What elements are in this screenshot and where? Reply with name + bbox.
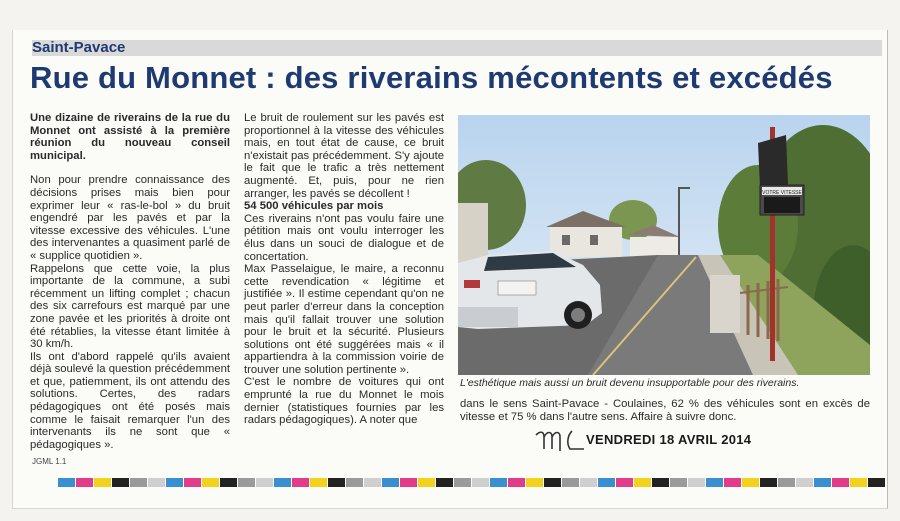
- color-bar-cell: [148, 478, 165, 487]
- color-bar-cell: [562, 478, 579, 487]
- section-kicker: Saint-Pavace: [32, 39, 126, 56]
- color-bar-cell: [76, 478, 93, 487]
- article-headline: Rue du Monnet : des riverains mécontents et excédés: [30, 60, 833, 95]
- color-bar-cell: [292, 478, 309, 487]
- color-bar-cell: [598, 478, 615, 487]
- color-bar-cell: [814, 478, 831, 487]
- color-bar-cell: [670, 478, 687, 487]
- color-bar-cell: [274, 478, 291, 487]
- column1-paragraph: Non pour prendre connaissance des décisions prises mais bien pour exprimer leur « ras-le-bol » du bruit engendré par les pavés et par la vitesse excessive des véhicules. L'une des intervenantes a quasiment parlé de « supplice quotidien ».: [30, 174, 230, 262]
- color-bar-cell: [166, 478, 183, 487]
- color-bar-cell: [508, 478, 525, 487]
- section-kicker-band: [32, 40, 882, 56]
- color-bar-cell: [454, 478, 471, 487]
- handwritten-source-mark: [530, 425, 586, 453]
- color-bar-cell: [328, 478, 345, 487]
- color-bar-cell: [742, 478, 759, 487]
- color-bar-cell: [112, 478, 129, 487]
- color-bar-cell: [310, 478, 327, 487]
- color-bar-cell: [256, 478, 273, 487]
- photo-caption: L'esthétique mais aussi un bruit devenu insupportable pour des riverains.: [460, 377, 800, 389]
- color-bar-cell: [418, 478, 435, 487]
- color-bar-cell: [58, 478, 75, 487]
- color-bar-cell: [526, 478, 543, 487]
- article-column-3: [460, 398, 870, 423]
- color-bar-cell: [238, 478, 255, 487]
- page-code: JGML 1.1: [32, 457, 67, 466]
- article-subheading: 54 500 véhicules par mois: [244, 200, 384, 213]
- color-bar-cell: [130, 478, 147, 487]
- color-bar-cell: [490, 478, 507, 487]
- color-bar-cell: [634, 478, 651, 487]
- color-bar-cell: [220, 478, 237, 487]
- color-bar-cell: [724, 478, 741, 487]
- article-column-1: [30, 112, 230, 451]
- column2-paragraph: Ces riverains n'ont pas voulu faire une pétition mais ont voulu interroger les élus dans un souci de dialogue et de concertation.: [244, 212, 444, 263]
- article-column-2: [244, 112, 444, 427]
- publication-date: VENDREDI 18 AVRIL 2014: [586, 432, 752, 447]
- street-scene-photo: [458, 115, 870, 375]
- color-bar-cell: [346, 478, 363, 487]
- color-bar-cell: [382, 478, 399, 487]
- radar-sign-label: VOTRE VITESSE: [762, 190, 802, 196]
- color-bar-cell: [94, 478, 111, 487]
- color-bar-cell: [652, 478, 669, 487]
- column1-paragraph: Ils ont d'abord rappelé qu'ils avaient déjà soulevé la question précédemment et que, patiemment, ils ont attendu des solutions. Certes, des radars pédagogiques ont été posés mais comme le faisait remarquer l'un des intervenants ils ne sont que « pédagogiques ».: [30, 350, 230, 451]
- color-bar-cell: [760, 478, 777, 487]
- column1-paragraph: Rappelons que cette voie, la plus importante de la commune, a subi récemment un lifting complet ; chacun des six carrefours est marqué par une zone pavée et les priorités à droite ont été rétablies, la vitesse étant limitée à 30 km/h.: [30, 262, 230, 351]
- color-bar-cell: [778, 478, 795, 487]
- color-bar-cell: [832, 478, 849, 487]
- color-bar-cell: [868, 478, 885, 487]
- column2-paragraph: Max Passelaigue, le maire, a reconnu cette revendication « légitime et justifiée ». Il estime cependant qu'on ne peut parler d'erreur dans la conception mais qu'il fallait trouver une solution pour le bruit et la sécurité. Plusieurs solutions ont été suggérées mais « il appartiendra à la commission voirie de trouver une solution pertinente ».: [244, 263, 444, 376]
- column2-paragraph: C'est le nombre de voitures qui ont emprunté la rue du Monnet le mois dernier (statistiques fournies par les radars pédagogiques). A noter que: [244, 376, 444, 427]
- street-photo-illustration: [458, 115, 870, 375]
- color-bar-cell: [436, 478, 453, 487]
- registration-color-bar: [58, 478, 886, 487]
- color-bar-cell: [688, 478, 705, 487]
- column3-paragraph: dans le sens Saint-Pavace - Coulaines, 62 % des véhicules sont en excès de vitesse et 75 % dans l'autre sens. Affaire à suivre donc.: [460, 398, 870, 423]
- color-bar-cell: [184, 478, 201, 487]
- color-bar-cell: [202, 478, 219, 487]
- column2-paragraph: Le bruit de roulement sur les pavés est proportionnel à la vitesse des véhicules mais, en tout état de cause, ce bruit n'existait pas précédemment. S'y ajoute le fait que le trafic a très nettement augmenté. Et, puis, pour ne rien arranger, les pavés se décollent !: [244, 112, 444, 200]
- article-lead: Une dizaine de riverains de la rue du Monnet ont assisté à la première réunion du nouveau conseil municipal.: [30, 112, 230, 162]
- color-bar-cell: [400, 478, 417, 487]
- color-bar-cell: [616, 478, 633, 487]
- color-bar-cell: [580, 478, 597, 487]
- color-bar-cell: [472, 478, 489, 487]
- color-bar-cell: [796, 478, 813, 487]
- color-bar-cell: [706, 478, 723, 487]
- color-bar-cell: [364, 478, 381, 487]
- color-bar-cell: [544, 478, 561, 487]
- color-bar-cell: [850, 478, 867, 487]
